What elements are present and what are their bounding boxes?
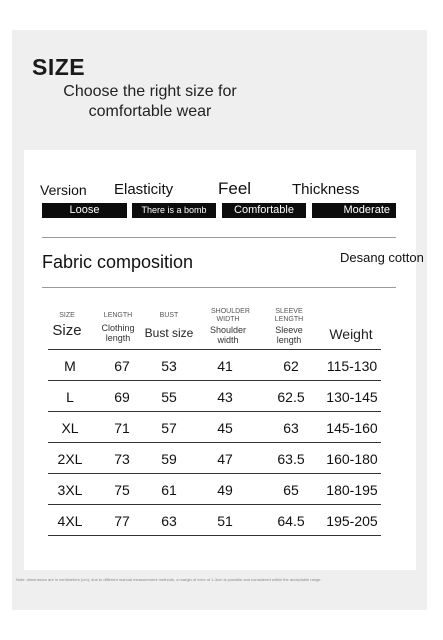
feature-value-version: Loose bbox=[42, 203, 127, 218]
row-divider bbox=[48, 535, 381, 536]
table-cell: 2XL bbox=[57, 451, 83, 467]
table-cell: 160-180 bbox=[326, 451, 378, 467]
header-length: LENGTH Clothing length bbox=[101, 312, 135, 343]
subtitle-line-2: comfortable wear bbox=[88, 103, 212, 120]
table-cell: 64.5 bbox=[277, 513, 305, 529]
header-size: SIZE Size bbox=[52, 312, 82, 339]
header-sleeve: SLEEVE LENGTH Sleeve length bbox=[274, 308, 304, 345]
header-bust: BUST Bust size bbox=[144, 312, 194, 340]
table-cell: 75 bbox=[114, 482, 130, 498]
table-row bbox=[48, 475, 381, 505]
subtitle-line-1: Choose the right size for bbox=[63, 83, 237, 100]
table-cell: 49 bbox=[217, 482, 233, 498]
table-cell: 53 bbox=[161, 358, 177, 374]
table-cell: 63 bbox=[161, 513, 177, 529]
table-cell: 47 bbox=[217, 451, 233, 467]
table-cell: 63.5 bbox=[277, 451, 305, 467]
table-cell: 65 bbox=[283, 482, 299, 498]
table-cell: 180-195 bbox=[326, 482, 378, 498]
table-cell: 51 bbox=[217, 513, 233, 529]
table-cell: 115-130 bbox=[326, 358, 378, 374]
table-cell: L bbox=[66, 389, 74, 405]
table-cell: 67 bbox=[114, 358, 130, 374]
table-cell: 3XL bbox=[57, 482, 83, 498]
table-cell: 69 bbox=[114, 389, 130, 405]
table-cell: 77 bbox=[114, 513, 130, 529]
table-row bbox=[48, 506, 381, 536]
table-cell: 55 bbox=[161, 389, 177, 405]
divider bbox=[42, 237, 396, 238]
fabric-value: Desang cotton bbox=[340, 250, 424, 265]
table-cell: XL bbox=[61, 420, 79, 436]
table-cell: 63 bbox=[283, 420, 299, 436]
table-cell: 71 bbox=[114, 420, 130, 436]
table-cell: M bbox=[64, 358, 76, 374]
table-cell: 62.5 bbox=[277, 389, 305, 405]
table-row bbox=[48, 413, 381, 443]
row-divider bbox=[48, 504, 381, 505]
feature-label-elasticity: Elasticity bbox=[114, 181, 174, 198]
table-cell: 4XL bbox=[57, 513, 83, 529]
feature-label-feel: Feel bbox=[218, 179, 252, 198]
header-weight: Weight bbox=[329, 326, 373, 342]
feature-label-version: Version bbox=[40, 182, 87, 198]
fabric-label: Fabric composition bbox=[42, 252, 194, 272]
row-divider bbox=[48, 380, 381, 381]
feature-value-elasticity: There is a bomb bbox=[132, 203, 216, 218]
feature-value-thickness: Moderate bbox=[312, 203, 396, 218]
table-row bbox=[48, 444, 381, 474]
table-row bbox=[48, 382, 381, 412]
row-divider bbox=[48, 442, 381, 443]
subtitle bbox=[40, 82, 260, 122]
table-cell: 43 bbox=[217, 389, 233, 405]
table-cell: 195-205 bbox=[326, 513, 378, 529]
feature-value-feel: Comfortable bbox=[222, 203, 306, 218]
row-divider bbox=[48, 473, 381, 474]
feature-label-thickness: Thickness bbox=[292, 181, 360, 198]
divider bbox=[42, 287, 396, 288]
table-cell: 73 bbox=[114, 451, 130, 467]
table-cell: 130-145 bbox=[326, 389, 378, 405]
row-divider bbox=[48, 411, 381, 412]
table-cell: 61 bbox=[161, 482, 177, 498]
table-cell: 41 bbox=[217, 358, 233, 374]
row-divider bbox=[48, 349, 381, 350]
table-cell: 45 bbox=[217, 420, 233, 436]
table-cell: 145-160 bbox=[326, 420, 378, 436]
page-title: SIZE bbox=[32, 54, 86, 80]
table-cell: 62 bbox=[283, 358, 299, 374]
table-row bbox=[48, 351, 381, 381]
table-cell: 59 bbox=[161, 451, 177, 467]
table-cell: 57 bbox=[161, 420, 177, 436]
footnote: Note: dimensions are in centimeters (cm); due to different manual measurement methods, a margin of error of 1-3cm is possible and considered within the acceptable range. bbox=[16, 577, 322, 582]
header-shoulder: SHOULDER WIDTH Shoulder width bbox=[209, 308, 250, 345]
